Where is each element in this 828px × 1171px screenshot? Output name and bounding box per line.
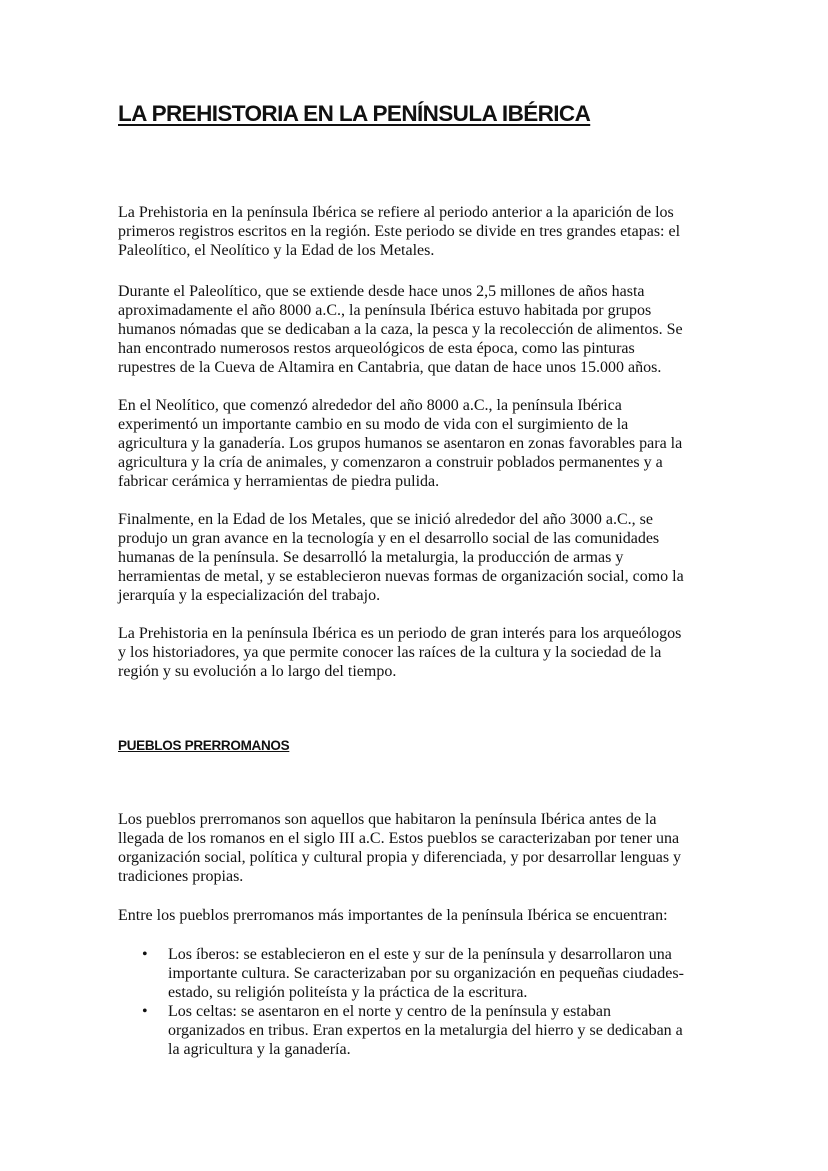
text-line: experimentó un importante cambio en su modo de vida con el surgimiento de la <box>118 416 629 433</box>
text-line: agricultura y la cría de animales, y comenzaron a construir poblados permanentes y a <box>118 454 663 471</box>
paragraph <box>118 810 681 886</box>
text-line: primeros registros escritos en la región. Este periodo se divide en tres grandes etapas: el <box>118 223 681 240</box>
text-line: han encontrado numerosos restos arqueológicos de esta época, como las pinturas <box>118 340 635 357</box>
paragraph <box>118 203 680 260</box>
text-line: llegada de los romanos en el siglo III a.C. Estos pueblos se caracterizaban por tener una <box>118 830 680 847</box>
text-line: La Prehistoria en la península Ibérica se refiere al periodo anterior a la aparición de los <box>118 204 674 221</box>
paragraph <box>118 510 684 605</box>
text-line: jerarquía y la especialización del trabajo. <box>118 587 381 604</box>
text-line: La Prehistoria en la península Ibérica es un periodo de gran interés para los arqueólogos <box>118 625 682 642</box>
text-line: Durante el Paleolítico, que se extiende desde hace unos 2,5 millones de años hasta <box>118 283 645 300</box>
text-line: Los pueblos prerromanos son aquellos que habitaron la península Ibérica antes de la <box>118 811 657 828</box>
text-line: organizados en tribus. Eran expertos en la metalurgia del hierro y se dedicaban a <box>168 1022 683 1039</box>
text-line: importante cultura. Se caracterizaban por su organización en pequeñas ciudades- <box>168 965 684 982</box>
text-line: rupestres de la Cueva de Altamira en Cantabria, que datan de hace unos 15.000 años. <box>118 359 662 376</box>
text-line: En el Neolítico, que comenzó alrededor del año 8000 a.C., la península Ibérica <box>118 397 622 414</box>
paragraph <box>118 282 683 377</box>
paragraph <box>118 906 668 925</box>
text-line: organización social, política y cultural propia y diferenciada, y por desarrollar lenguas y <box>118 849 682 866</box>
text-line: tradiciones propias. <box>118 868 244 885</box>
text-line: estado, su religión politeísta y la práctica de la escritura. <box>168 984 528 1001</box>
text-line: aproximadamente el año 8000 a.C., la península Ibérica estuvo habitada por grupos <box>118 302 652 319</box>
text-line: la agricultura y la ganadería. <box>168 1041 351 1058</box>
bullet-icon: • <box>142 946 148 963</box>
section-heading-pueblos-prerromanos: PUEBLOS PRERROMANOS <box>118 738 290 753</box>
text-line: Finalmente, en la Edad de los Metales, que se inició alrededor del año 3000 a.C., se <box>118 511 653 528</box>
text-line: región y su evolución a lo largo del tiempo. <box>118 663 397 680</box>
text-line: agricultura y la ganadería. Los grupos humanos se asentaron en zonas favorables para la <box>118 435 683 452</box>
text-line: Los íberos: se establecieron en el este y sur de la península y desarrollaron una <box>168 946 672 963</box>
paragraph <box>118 624 681 681</box>
list-item <box>118 945 684 1002</box>
text-line: fabricar cerámica y herramientas de piedra pulida. <box>118 473 440 490</box>
text-line: humanas de la península. Se desarrolló la metalurgia, la producción de armas y <box>118 549 624 566</box>
text-line: Entre los pueblos prerromanos más importantes de la península Ibérica se encuentran: <box>118 907 668 924</box>
bullet-list <box>118 945 684 1059</box>
text-line: Los celtas: se asentaron en el norte y centro de la península y estaban <box>168 1003 611 1020</box>
text-line: produjo un gran avance en la tecnología y en el desarrollo social de las comunidades <box>118 530 660 547</box>
bullet-icon: • <box>142 1003 148 1020</box>
list-item <box>118 1002 684 1059</box>
document-title: LA PREHISTORIA EN LA PENÍNSULA IBÉRICA <box>118 101 591 126</box>
paragraph <box>118 396 682 491</box>
text-line: humanos nómadas que se dedicaban a la caza, la pesca y la recolección de alimentos. Se <box>118 321 683 338</box>
text-line: Paleolítico, el Neolítico y la Edad de los Metales. <box>118 242 435 259</box>
text-line: y los historiadores, ya que permite conocer las raíces de la cultura y la sociedad de la <box>118 644 662 661</box>
text-line: herramientas de metal, y se establecieron nuevas formas de organización social, como la <box>118 568 684 585</box>
